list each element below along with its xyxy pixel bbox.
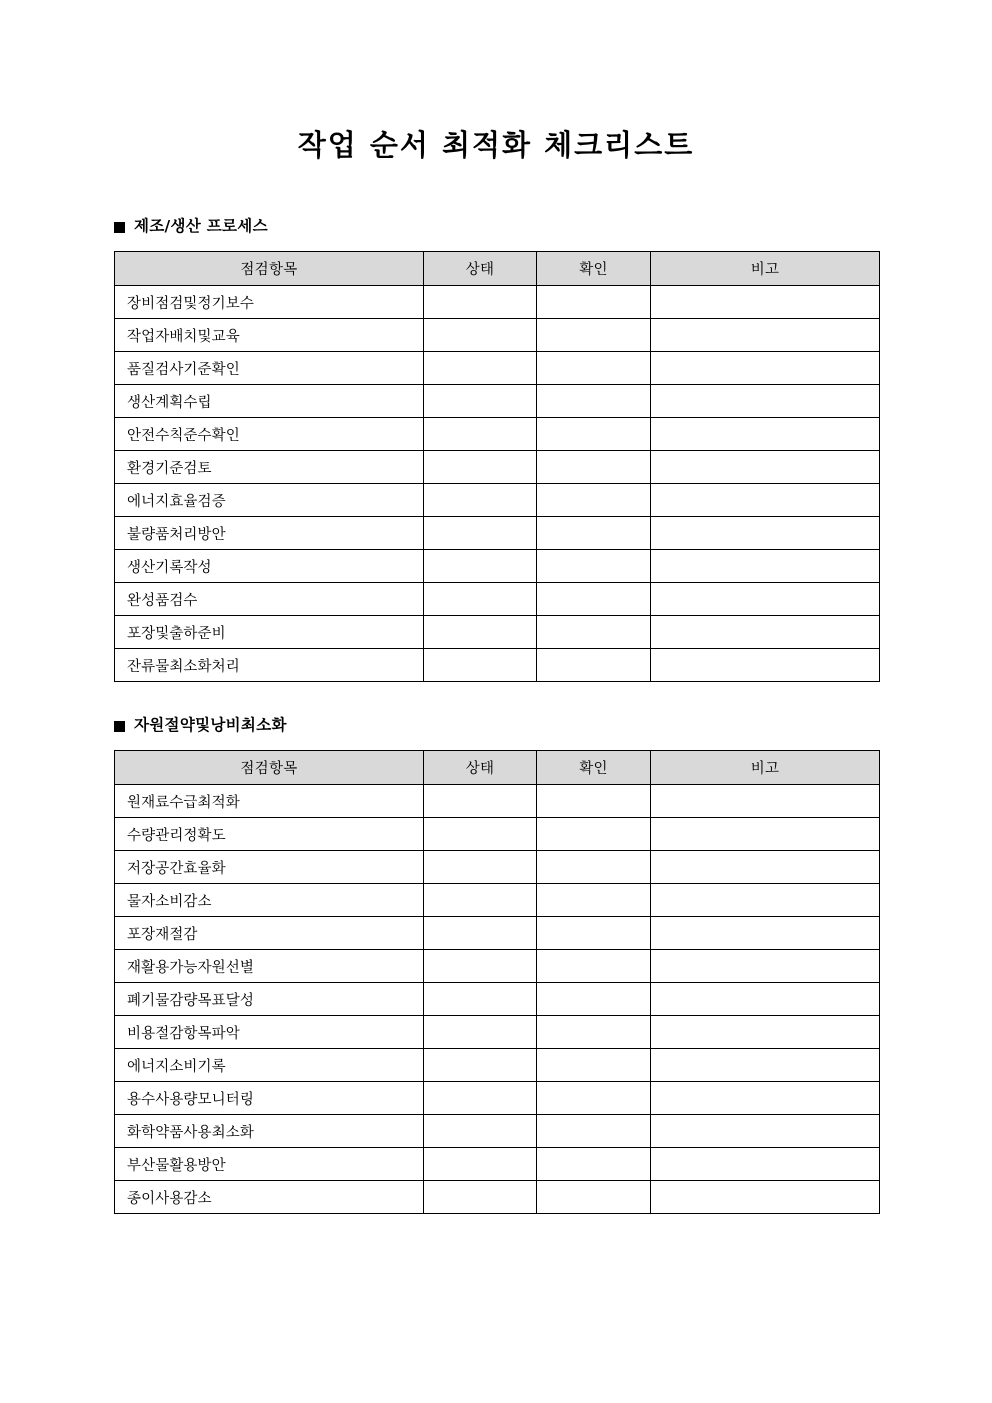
section-heading [114, 716, 878, 736]
table-header-row [115, 751, 880, 785]
cell-item: 수량관리정확도 [115, 818, 424, 851]
table-row [115, 418, 880, 451]
cell-note[interactable] [651, 785, 880, 818]
cell-item: 에너지소비기록 [115, 1049, 424, 1082]
cell-status[interactable] [424, 286, 537, 319]
cell-check[interactable] [537, 851, 651, 884]
cell-status[interactable] [424, 484, 537, 517]
cell-check[interactable] [537, 550, 651, 583]
cell-status[interactable] [424, 1181, 537, 1214]
cell-status[interactable] [424, 418, 537, 451]
table-row [115, 1148, 880, 1181]
cell-note[interactable] [651, 950, 880, 983]
column-header-item: 점검항목 [115, 751, 424, 785]
section-resource-saving [114, 682, 878, 1214]
column-header-note: 비고 [651, 252, 880, 286]
cell-item: 불량품처리방안 [115, 517, 424, 550]
cell-note[interactable] [651, 1181, 880, 1214]
cell-status[interactable] [424, 884, 537, 917]
cell-check[interactable] [537, 983, 651, 1016]
cell-item: 물자소비감소 [115, 884, 424, 917]
cell-check[interactable] [537, 616, 651, 649]
cell-check[interactable] [537, 1049, 651, 1082]
table-row [115, 950, 880, 983]
cell-item: 생산기록작성 [115, 550, 424, 583]
cell-item: 저장공간효율화 [115, 851, 424, 884]
cell-note[interactable] [651, 851, 880, 884]
cell-item: 재활용가능자원선별 [115, 950, 424, 983]
cell-status[interactable] [424, 1115, 537, 1148]
table-header-row [115, 252, 880, 286]
section-manufacturing-process [114, 160, 878, 682]
section-heading-label: 자원절약및낭비최소화 [134, 716, 287, 735]
table-row [115, 1049, 880, 1082]
table-row [115, 818, 880, 851]
cell-check[interactable] [537, 451, 651, 484]
table-row [115, 785, 880, 818]
cell-check[interactable] [537, 818, 651, 851]
table-row [115, 983, 880, 1016]
column-header-status: 상태 [424, 751, 537, 785]
cell-status[interactable] [424, 517, 537, 550]
table-row [115, 517, 880, 550]
table-row [115, 649, 880, 682]
page-title: 작업 순서 최적화 체크리스트 [297, 128, 695, 162]
table-row [115, 451, 880, 484]
cell-note[interactable] [651, 884, 880, 917]
cell-check[interactable] [537, 352, 651, 385]
cell-note[interactable] [651, 1049, 880, 1082]
cell-status[interactable] [424, 950, 537, 983]
cell-status[interactable] [424, 385, 537, 418]
cell-check[interactable] [537, 1016, 651, 1049]
cell-check[interactable] [537, 418, 651, 451]
cell-item: 안전수칙준수확인 [115, 418, 424, 451]
cell-check[interactable] [537, 884, 651, 917]
table-row [115, 917, 880, 950]
table-row [115, 319, 880, 352]
cell-status[interactable] [424, 352, 537, 385]
cell-item: 부산물활용방안 [115, 1148, 424, 1181]
table-row [115, 550, 880, 583]
cell-item: 폐기물감량목표달성 [115, 983, 424, 1016]
cell-status[interactable] [424, 550, 537, 583]
cell-note[interactable] [651, 616, 880, 649]
table-row [115, 1115, 880, 1148]
table-row [115, 484, 880, 517]
cell-status[interactable] [424, 983, 537, 1016]
cell-item: 원재료수급최적화 [115, 785, 424, 818]
cell-check[interactable] [537, 649, 651, 682]
table-row [115, 884, 880, 917]
table-body [115, 286, 880, 682]
cell-check[interactable] [537, 1181, 651, 1214]
cell-note[interactable] [651, 583, 880, 616]
cell-status[interactable] [424, 917, 537, 950]
cell-note[interactable] [651, 649, 880, 682]
table-row [115, 385, 880, 418]
cell-item: 포장및출하준비 [115, 616, 424, 649]
cell-check[interactable] [537, 1115, 651, 1148]
cell-item: 포장재절감 [115, 917, 424, 950]
cell-note[interactable] [651, 983, 880, 1016]
cell-item: 장비점검및정기보수 [115, 286, 424, 319]
cell-note[interactable] [651, 385, 880, 418]
square-bullet-icon [114, 222, 125, 233]
cell-status[interactable] [424, 1049, 537, 1082]
cell-note[interactable] [651, 418, 880, 451]
cell-status[interactable] [424, 1148, 537, 1181]
cell-note[interactable] [651, 451, 880, 484]
cell-note[interactable] [651, 517, 880, 550]
cell-check[interactable] [537, 917, 651, 950]
table-row [115, 851, 880, 884]
cell-note[interactable] [651, 319, 880, 352]
section-heading [114, 217, 878, 237]
cell-status[interactable] [424, 583, 537, 616]
cell-status[interactable] [424, 818, 537, 851]
cell-check[interactable] [537, 1082, 651, 1115]
cell-item: 완성품검수 [115, 583, 424, 616]
cell-check[interactable] [537, 286, 651, 319]
cell-status[interactable] [424, 851, 537, 884]
cell-status[interactable] [424, 785, 537, 818]
cell-check[interactable] [537, 1148, 651, 1181]
cell-check[interactable] [537, 950, 651, 983]
cell-check[interactable] [537, 517, 651, 550]
cell-item: 종이사용감소 [115, 1181, 424, 1214]
cell-item: 생산계획수립 [115, 385, 424, 418]
cell-status[interactable] [424, 451, 537, 484]
cell-check[interactable] [537, 319, 651, 352]
cell-note[interactable] [651, 917, 880, 950]
table-row [115, 1181, 880, 1214]
cell-status[interactable] [424, 1082, 537, 1115]
cell-note[interactable] [651, 1082, 880, 1115]
cell-check[interactable] [537, 583, 651, 616]
cell-note[interactable] [651, 484, 880, 517]
cell-note[interactable] [651, 352, 880, 385]
section-heading-label: 제조/생산 프로세스 [134, 217, 268, 236]
column-header-check: 확인 [537, 751, 651, 785]
cell-check[interactable] [537, 785, 651, 818]
cell-item: 용수사용량모니터링 [115, 1082, 424, 1115]
table-body [115, 785, 880, 1214]
column-header-status: 상태 [424, 252, 537, 286]
cell-item: 비용절감항목파악 [115, 1016, 424, 1049]
cell-note[interactable] [651, 550, 880, 583]
cell-note[interactable] [651, 1148, 880, 1181]
table-row [115, 616, 880, 649]
cell-item: 에너지효율검증 [115, 484, 424, 517]
checklist-table-resource-saving [114, 750, 880, 1214]
cell-item: 작업자배치및교육 [115, 319, 424, 352]
cell-item: 품질검사기준확인 [115, 352, 424, 385]
cell-check[interactable] [537, 484, 651, 517]
cell-note[interactable] [651, 1115, 880, 1148]
cell-note[interactable] [651, 1016, 880, 1049]
table-row [115, 1016, 880, 1049]
checklist-table-manufacturing-process [114, 251, 880, 682]
column-header-item: 점검항목 [115, 252, 424, 286]
cell-note[interactable] [651, 818, 880, 851]
cell-note[interactable] [651, 286, 880, 319]
square-bullet-icon [114, 721, 125, 732]
cell-item: 환경기준검토 [115, 451, 424, 484]
cell-check[interactable] [537, 385, 651, 418]
table-row [115, 352, 880, 385]
cell-status[interactable] [424, 1016, 537, 1049]
cell-status[interactable] [424, 319, 537, 352]
table-row [115, 1082, 880, 1115]
table-row [115, 583, 880, 616]
cell-item: 화학약품사용최소화 [115, 1115, 424, 1148]
column-header-check: 확인 [537, 252, 651, 286]
cell-status[interactable] [424, 649, 537, 682]
column-header-note: 비고 [651, 751, 880, 785]
table-row [115, 286, 880, 319]
cell-status[interactable] [424, 616, 537, 649]
cell-item: 잔류물최소화처리 [115, 649, 424, 682]
